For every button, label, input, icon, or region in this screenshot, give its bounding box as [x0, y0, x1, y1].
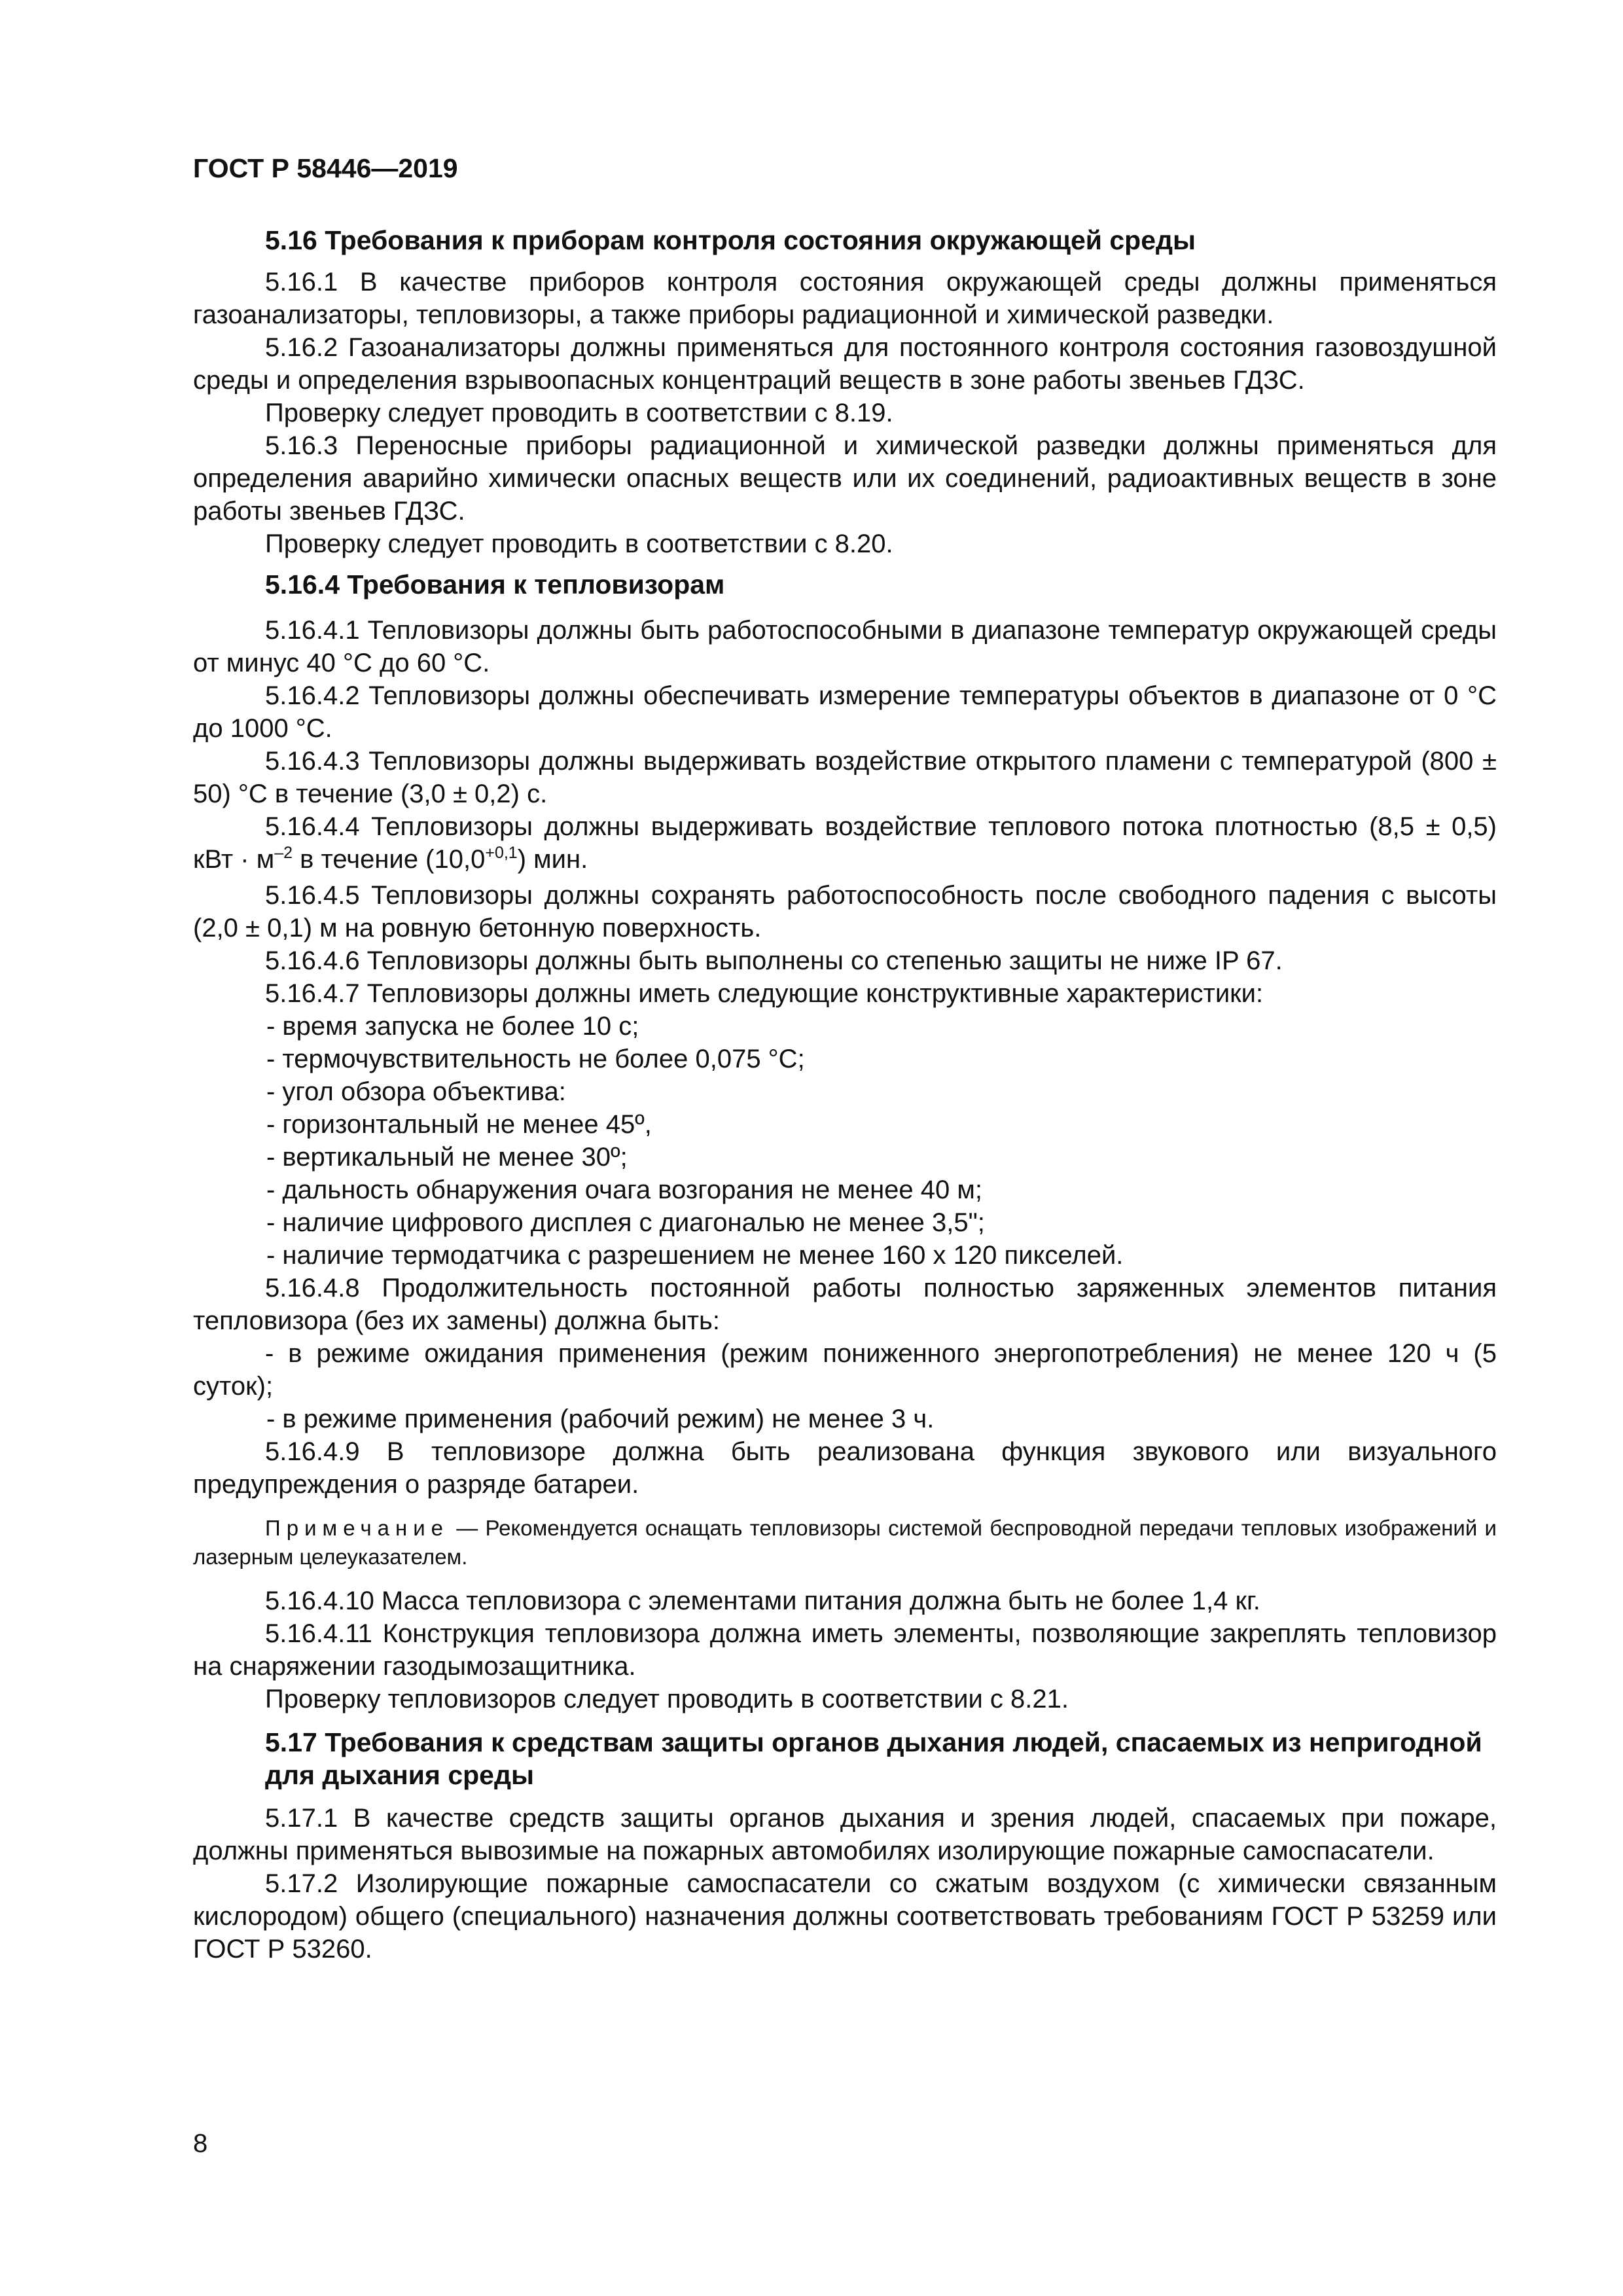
list-item: - время запуска не более 10 с;	[266, 1012, 639, 1041]
paragraph-5-16-4-6: 5.16.4.6 Тепловизоры должны быть выполнены со степенью защиты не ниже IP 67.	[265, 946, 1283, 975]
note-text: — Рекомендуется оснащать тепловизоры системой беспроводной передачи тепловых изображений и лазерным целеуказателем.	[193, 1516, 1497, 1569]
paragraph-5-16-4-9: 5.16.4.9 В тепловизоре должна быть реализована функция звукового или визуального предупреждения о разряде батареи.	[193, 1437, 1497, 1499]
paragraph-5-16-4-4-text-c: ) мин.	[517, 845, 588, 874]
section-heading-5-17: 5.17 Требования к средствам защиты органов дыхания людей, спасаемых из непригодной для дыхания среды	[265, 1727, 1482, 1790]
section-heading-5-16-4: 5.16.4 Требования к тепловизорам	[265, 569, 725, 600]
paragraph-5-16-4-11: 5.16.4.11 Конструкция тепловизора должна иметь элементы, позволяющие закреплять тепловизор на снаряжении газодымозащитника.	[193, 1619, 1497, 1681]
paragraph-5-16-4-7: 5.16.4.7 Тепловизоры должны иметь следующие конструктивные характеристики:	[265, 979, 1264, 1008]
superscript-tolerance: +0,1	[485, 844, 518, 862]
paragraph-5-16-4-10: 5.16.4.10 Масса тепловизора с элементами питания должна быть не более 1,4 кг.	[265, 1587, 1260, 1615]
paragraph-5-16-2-check: Проверку следует проводить в соответствии с 8.19.	[265, 399, 893, 427]
list-item: - наличие цифрового дисплея с диагональю не менее 3,5";	[266, 1208, 985, 1237]
paragraph-5-16-4-1: 5.16.4.1 Тепловизоры должны быть работоспособными в диапазоне температур окружающей среды от минус 40 °С до 60 °С.	[193, 616, 1497, 677]
paragraph-5-16-2: 5.16.2 Газоанализаторы должны применяться для постоянного контроля состояния газовоздушной среды и определения взрывоопасных концентраций веществ в зоне работы звеньев ГДЗС.	[193, 333, 1497, 395]
paragraph-5-16-4-4-text-a: 5.16.4.4 Тепловизоры должны выдерживать воздействие теплового потока плотностью (8,5 ± 0,5) кВт · м	[193, 812, 1497, 874]
list-item: - термочувствительность не более 0,075 °С;	[266, 1045, 805, 1073]
list-item: - в режиме ожидания применения (режим пониженного энергопотребления) не менее 120 ч (5 суток);	[193, 1339, 1497, 1401]
document-header: ГОСТ Р 58446—2019	[193, 153, 458, 183]
paragraph-5-16-4-2: 5.16.4.2 Тепловизоры должны обеспечивать измерение температуры объектов в диапазоне от 0 °С до 1000 °С.	[193, 681, 1497, 743]
document-body	[193, 224, 1497, 1965]
list-item: - дальность обнаружения очага возгорания не менее 40 м;	[266, 1175, 982, 1204]
paragraph-5-16-4-11-check: Проверку тепловизоров следует проводить в соответствии с 8.21.	[265, 1685, 1069, 1713]
list-item: - вертикальный не менее 30º;	[266, 1143, 628, 1172]
paragraph-5-16-4-5: 5.16.4.5 Тепловизоры должны сохранять работоспособность после свободного падения с высоты (2,0 ± 0,1) м на ровную бетонную поверхность.	[193, 881, 1497, 942]
paragraph-5-17-2: 5.17.2 Изолирующие пожарные самоспасатели со сжатым воздухом (с химически связанным кислородом) общего (специального) назначения должны соответствовать требованиям ГОСТ Р 53259 или ГОСТ Р 53260.	[193, 1869, 1497, 1964]
paragraph-5-16-4-4	[193, 810, 1497, 879]
note	[193, 1514, 1497, 1571]
paragraph-5-16-1: 5.16.1 В качестве приборов контроля состояния окружающей среды должны применяться газоанализаторы, тепловизоры, а также приборы радиационной и химической разведки.	[193, 268, 1497, 329]
list-item: - в режиме применения (рабочий режим) не менее 3 ч.	[266, 1405, 935, 1433]
list-item: - наличие термодатчика с разрешением не менее 160 х 120 пикселей.	[266, 1241, 1124, 1270]
paragraph-5-16-4-4-text-b: в течение (10,0	[293, 845, 486, 874]
paragraph-5-17-1: 5.17.1 В качестве средств защиты органов дыхания и зрения людей, спасаемых при пожаре, должны применяться вывозимые на пожарных автомобилях изолирующие пожарные самоспасатели.	[193, 1804, 1497, 1865]
paragraph-5-16-4-3: 5.16.4.3 Тепловизоры должны выдерживать воздействие открытого пламени с температурой (800 ± 50) °С в течение (3,0 ± 0,2) с.	[193, 747, 1497, 808]
paragraph-5-16-4-8: 5.16.4.8 Продолжительность постоянной работы полностью заряженных элементов питания тепловизора (без их замены) должна быть:	[193, 1274, 1497, 1335]
list-item: - горизонтальный не менее 45º,	[266, 1110, 652, 1139]
paragraph-5-16-3: 5.16.3 Переносные приборы радиационной и химической разведки должны применяться для определения аварийно химически опасных веществ или их соединений, радиоактивных веществ в зоне работы звеньев ГДЗС.	[193, 431, 1497, 526]
section-heading-5-16: 5.16 Требования к приборам контроля состояния окружающей среды	[265, 225, 1196, 255]
note-label: Примечание	[265, 1516, 450, 1540]
paragraph-5-16-3-check: Проверку следует проводить в соответствии с 8.20.	[265, 529, 893, 558]
superscript-exponent: –2	[274, 844, 293, 862]
page-number: 8	[193, 2129, 208, 2158]
list-item: - угол обзора объектива:	[266, 1077, 566, 1106]
